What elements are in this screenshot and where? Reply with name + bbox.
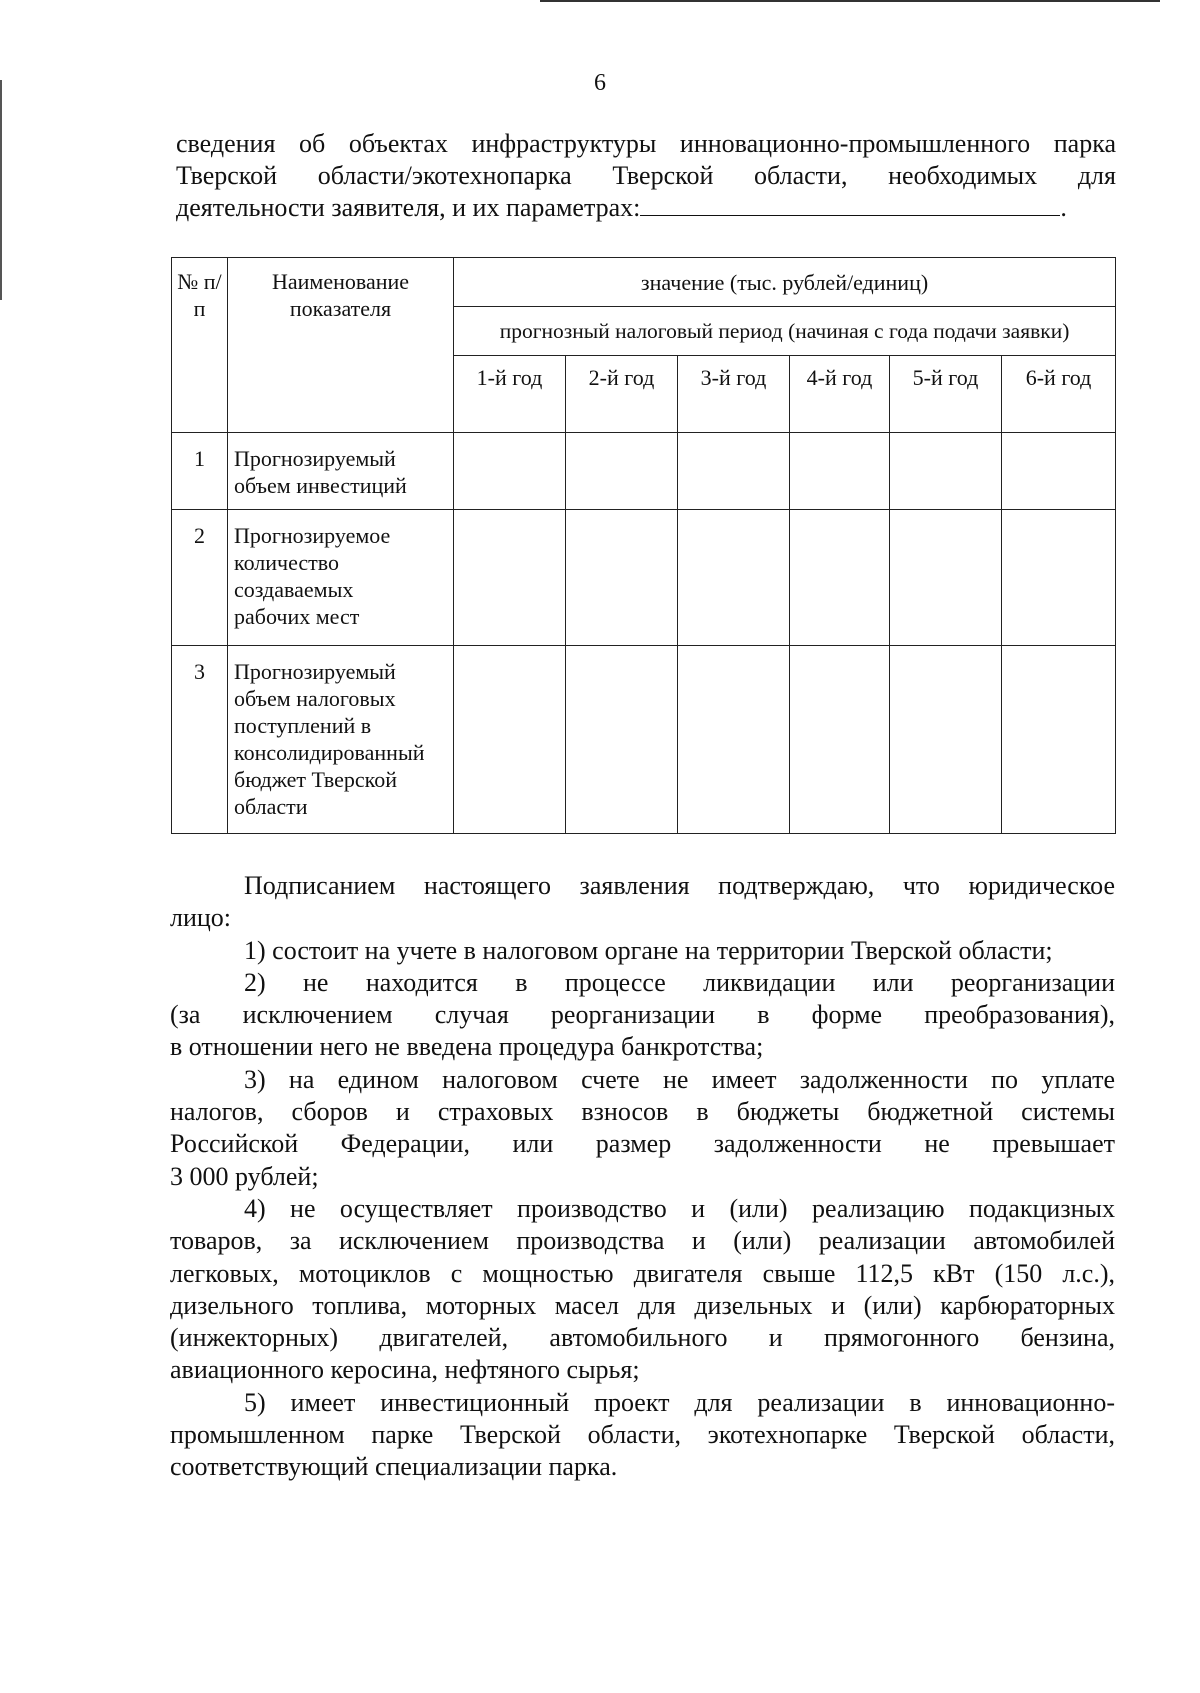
text-line: 2) не находится в процессе ликвидации или реорганизации: [244, 967, 1115, 997]
value-cell[interactable]: [454, 510, 566, 646]
table-row: [172, 433, 1116, 510]
row-name: [228, 433, 454, 510]
row-name-line: количество: [234, 550, 340, 575]
header-year: 1-й год: [454, 356, 566, 433]
row-name-line: Прогнозируемый: [234, 659, 396, 684]
text-line: 5) имеет инвестиционный проект для реализации в инновационно-: [244, 1387, 1115, 1417]
intro-paragraph: [176, 128, 1116, 224]
header-period: прогнозный налоговый период (начиная с года подачи заявки): [454, 307, 1116, 356]
header-year: 3-й год: [678, 356, 790, 433]
value-cell[interactable]: [890, 510, 1002, 646]
intro-line-text: деятельности заявителя, и их параметрах:: [176, 193, 641, 222]
text-line: (инжекторных) двигателей, автомобильного и прямогонного бензина,: [170, 1323, 1115, 1353]
header-name: Наименование показателя: [228, 258, 454, 433]
text-line: Подписанием настоящего заявления подтверждаю, что юридическое: [244, 871, 1115, 900]
row-name-line: создаваемых: [234, 577, 354, 602]
row-name-line: поступлений в: [234, 713, 372, 738]
text-line: соответствующий специализации парка.: [170, 1452, 618, 1482]
value-cell[interactable]: [566, 433, 678, 510]
header-year: 6-й год: [1002, 356, 1116, 433]
row-num: 3: [172, 646, 228, 834]
row-num: 2: [172, 510, 228, 646]
text-line: 1) состоит на учете в налоговом органе на территории Тверской области;: [244, 935, 1053, 965]
text-line: в отношении него не введена процедура банкротства;: [170, 1032, 764, 1062]
text-line: (за исключением случая реорганизации в форме преобразования),: [170, 1000, 1115, 1030]
row-name: [228, 646, 454, 834]
row-name-line: бюджет Тверской: [234, 767, 397, 792]
value-cell[interactable]: [790, 433, 890, 510]
text-line: 3) на едином налоговом счете не имеет задолженности по уплате: [244, 1064, 1115, 1094]
text-line: товаров, за исключением производства и (или) реализации автомобилей: [170, 1226, 1115, 1256]
row-name-line: объем налоговых: [234, 686, 396, 711]
value-cell[interactable]: [678, 433, 790, 510]
row-name-line: консолидированный: [234, 740, 425, 765]
header-year: 5-й год: [890, 356, 1002, 433]
value-cell[interactable]: [1002, 646, 1116, 834]
header-year: 4-й год: [790, 356, 890, 433]
value-cell[interactable]: [678, 646, 790, 834]
row-num: 1: [172, 433, 228, 510]
header-year: 2-й год: [566, 356, 678, 433]
text-line: авиационного керосина, нефтяного сырья;: [170, 1355, 640, 1385]
value-cell[interactable]: [678, 510, 790, 646]
row-name-line: объем инвестиций: [234, 473, 407, 498]
value-cell[interactable]: [890, 433, 1002, 510]
text-line: лицо:: [170, 903, 232, 933]
text-line: 3 000 рублей;: [170, 1161, 319, 1191]
value-cell[interactable]: [790, 510, 890, 646]
text-line: 4) не осуществляет производство и (или) реализацию подакцизных: [244, 1193, 1115, 1223]
header-value: значение (тыс. рублей/единиц): [454, 258, 1116, 307]
top-border-line: [540, 0, 1160, 2]
table-row: [172, 646, 1116, 834]
text-line: промышленном парке Тверской области, экотехнопарке Тверской области,: [170, 1420, 1115, 1450]
value-cell[interactable]: [1002, 433, 1116, 510]
header-num: № п/п: [172, 258, 228, 433]
value-cell[interactable]: [454, 433, 566, 510]
row-name-line: рабочих мест: [234, 604, 360, 629]
value-cell[interactable]: [1002, 510, 1116, 646]
value-cell[interactable]: [890, 646, 1002, 834]
intro-line-with-blank: [176, 192, 1116, 224]
indicators-table: [171, 257, 1116, 834]
row-name: [228, 510, 454, 646]
intro-line-end: .: [1060, 193, 1067, 222]
row-name-line: Прогнозируемое: [234, 523, 391, 548]
intro-line: Тверской области/экотехнопарка Тверской области, необходимых для: [176, 161, 1116, 190]
text-line: налогов, сборов и страховых взносов в бюджеты бюджетной системы: [170, 1097, 1115, 1127]
parameters-blank-field[interactable]: [640, 193, 1060, 216]
row-name-line: области: [234, 794, 308, 819]
intro-line: сведения об объектах инфраструктуры инновационно-промышленного парка: [176, 129, 1116, 158]
scan-edge-mark: [0, 80, 2, 300]
page-number: 6: [594, 70, 606, 96]
text-line: легковых, мотоциклов с мощностью двигателя свыше 112,5 кВт (150 л.с.),: [170, 1258, 1115, 1288]
table-header-row: [172, 258, 1116, 307]
text-line: Российской Федерации, или размер задолженности не превышает: [170, 1129, 1115, 1159]
row-name-line: Прогнозируемый: [234, 446, 396, 471]
value-cell[interactable]: [566, 646, 678, 834]
table-row: [172, 510, 1116, 646]
value-cell[interactable]: [566, 510, 678, 646]
value-cell[interactable]: [790, 646, 890, 834]
declaration-text: [170, 870, 1115, 1484]
text-line: дизельного топлива, моторных масел для дизельных и (или) карбюраторных: [170, 1290, 1115, 1320]
value-cell[interactable]: [454, 646, 566, 834]
